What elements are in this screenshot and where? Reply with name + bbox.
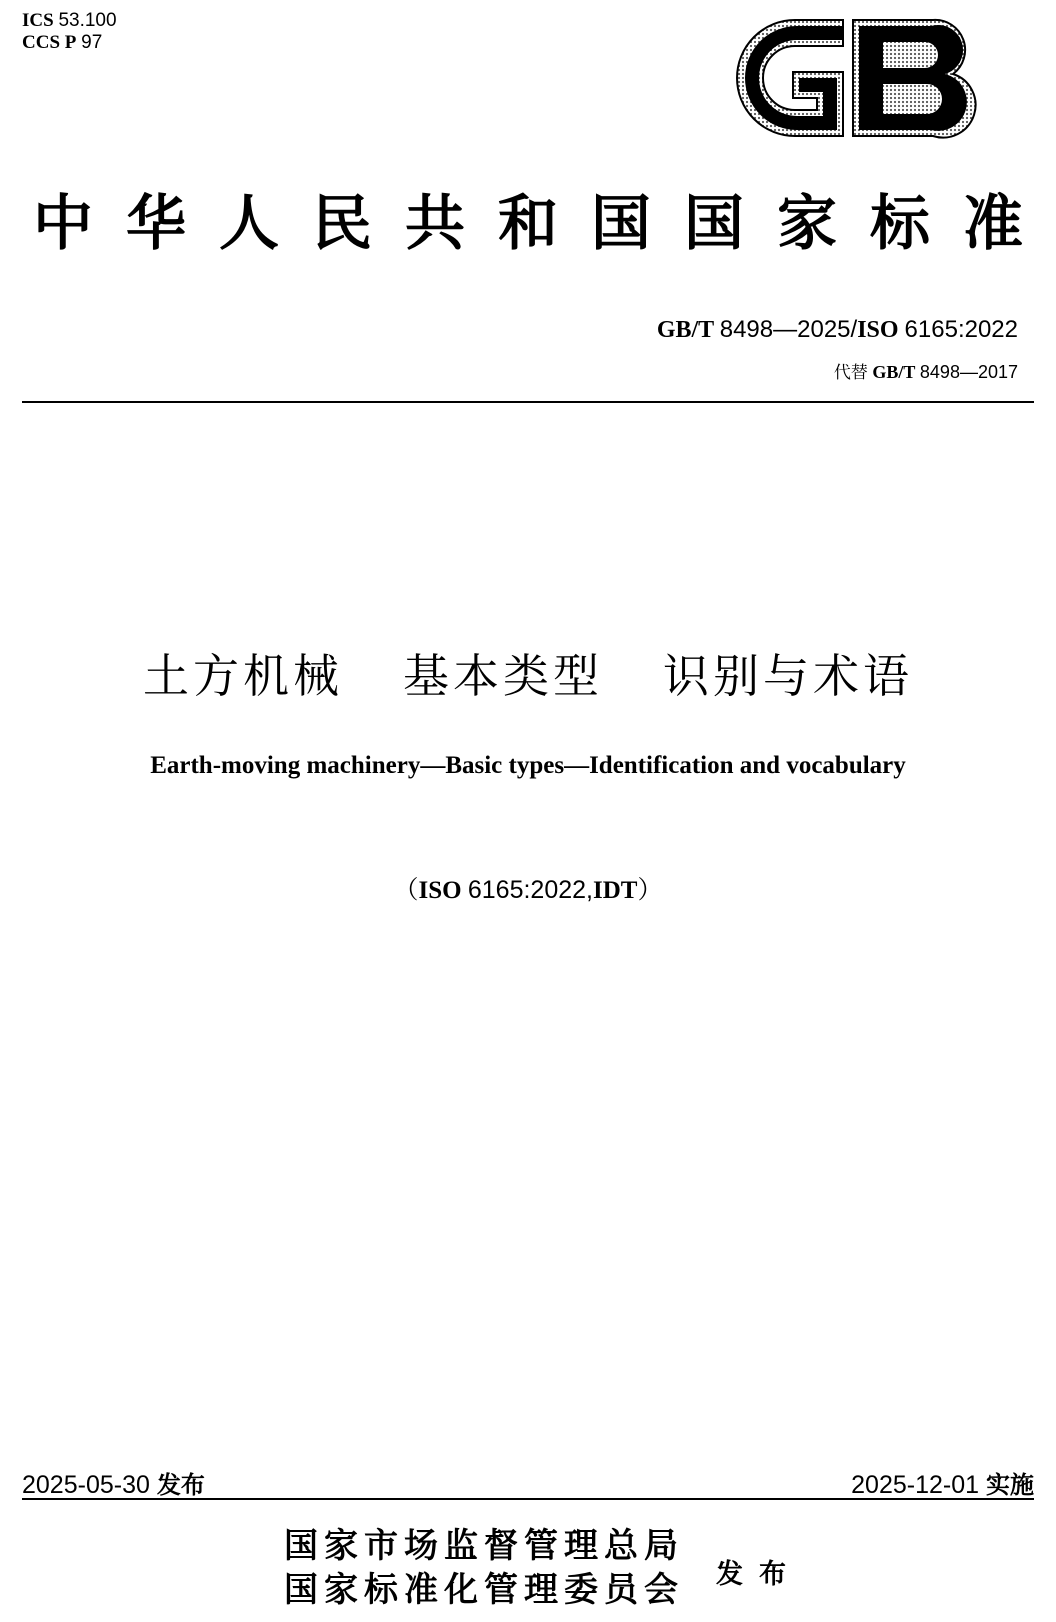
chinese-title <box>0 640 1056 706</box>
iso-prefix: ISO <box>857 317 899 343</box>
issue-date-value: 2025-05-30 <box>22 1471 150 1499</box>
ics-label: ICS <box>22 10 54 31</box>
issue-label: 发布 <box>156 1471 205 1499</box>
standard-prefix: GB/T <box>656 317 714 343</box>
top-divider <box>22 401 1034 403</box>
iso-ref-prefix: ISO <box>418 877 462 904</box>
ics-line <box>22 10 117 32</box>
national-standard-title: 中华人民共和国国家标准 <box>33 189 1056 259</box>
implementation-date-value: 2025-12-01 <box>851 1471 980 1499</box>
ics-value: 53.100 <box>58 10 117 31</box>
iso-ref-number: 6165:2022, <box>467 876 593 904</box>
iso-ref-close: ） <box>637 877 663 904</box>
ccs-code: P <box>64 32 77 53</box>
ccs-line <box>22 32 117 54</box>
replaces-label: 代替 <box>833 363 868 383</box>
english-title: Earth-moving machinery—Basic types—Identification and vocabulary <box>150 752 906 779</box>
ccs-value: 97 <box>81 32 103 53</box>
implementation-label: 实施 <box>986 1471 1034 1499</box>
title-part-3: 识别与术语 <box>663 649 913 703</box>
iso-number: 6165:2022 <box>904 316 1018 343</box>
gb-logo <box>733 16 981 140</box>
standard-number <box>657 316 1018 344</box>
title-part-2: 基本类型 <box>403 649 603 703</box>
implementation-date <box>851 1465 1034 1500</box>
ccs-label: CCS <box>22 32 61 53</box>
replaces-standard <box>834 358 1018 383</box>
iso-ref-type: IDT <box>593 877 638 904</box>
standard-number-value: 8498—2025/ <box>719 316 858 343</box>
classification-codes <box>22 10 117 54</box>
issuer-sac: 国家标准化管理委员会 <box>284 1570 684 1610</box>
replaces-prefix: GB/T <box>872 362 916 382</box>
iso-reference <box>0 870 1056 906</box>
issue-date <box>22 1465 205 1500</box>
issuer-samr: 国家市场监督管理总局 <box>284 1526 684 1566</box>
title-part-1: 土方机械 <box>143 649 343 703</box>
iso-ref-open: （ <box>393 877 419 904</box>
issuing-authorities <box>284 1524 684 1612</box>
replaces-number: 8498—2017 <box>919 362 1018 382</box>
bottom-divider <box>22 1498 1034 1500</box>
issuer-action: 发布 <box>716 1559 802 1590</box>
